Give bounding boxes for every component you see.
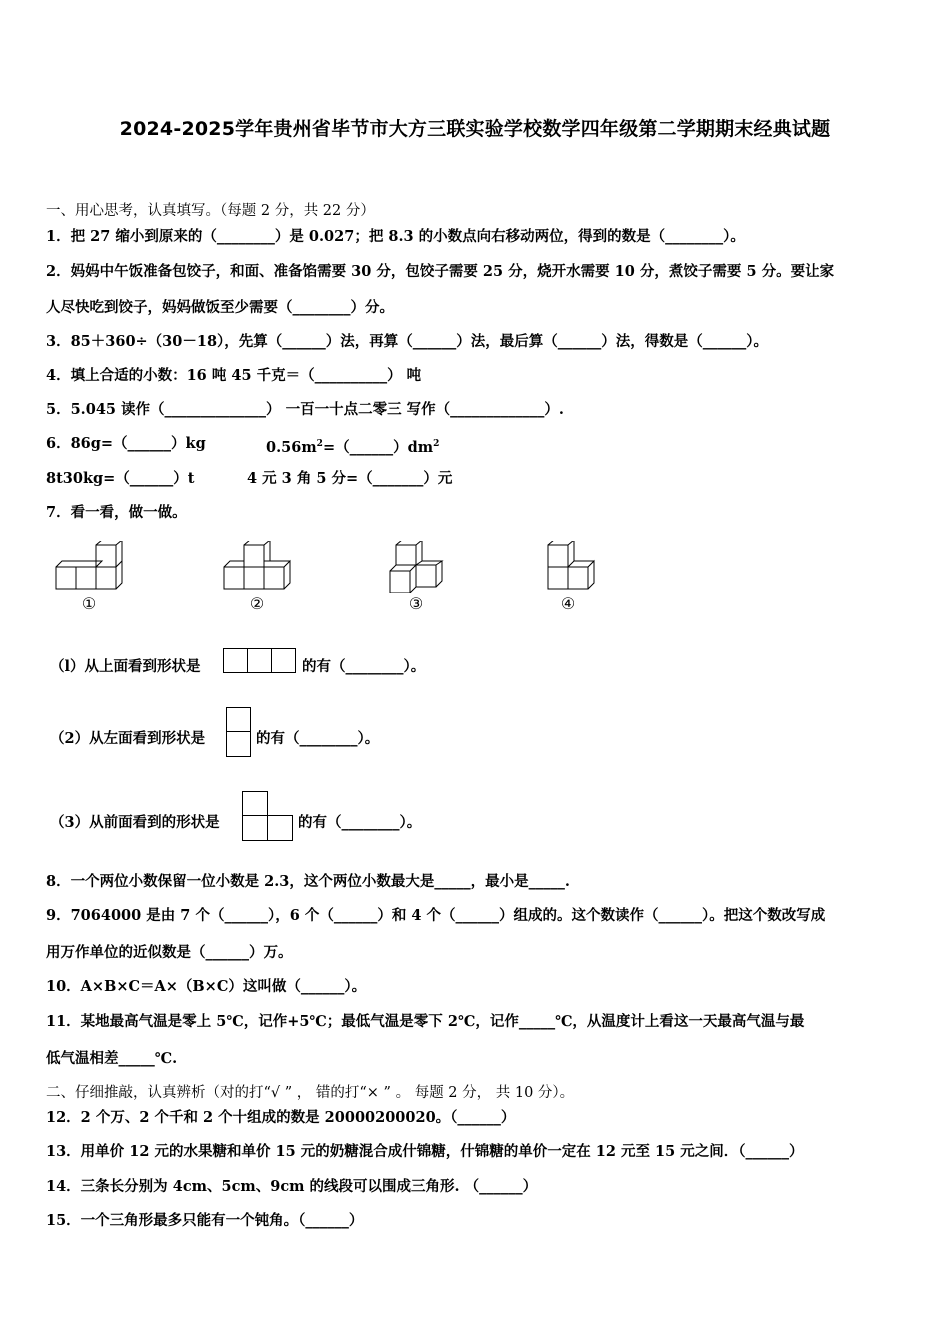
question-13: 13．用单价 12 元的水果糖和单价 15 元的奶糖混合成什锦糖，什锦糖的单价一定在 12 元至 15 元之间．（______） [46, 1143, 804, 1160]
figure-label-2: ② [249, 594, 265, 613]
question-7-2-suffix: 的有（________）。 [256, 730, 380, 747]
front-view-square-1 [242, 791, 268, 816]
question-6b: $0.56m^2=(\_\_\_\_\_\_)dm^2$ [266, 438, 440, 456]
question-7-1-suffix: 的有（________）。 [302, 658, 426, 675]
front-view-square-3 [267, 815, 293, 841]
question-2-line-1: 2．妈妈中午饭准备包饺子，和面、准备馅需要 30 分，包饺子需要 25 分，烧开水需要 10 分，煮饺子需要 5 分。要让家 [46, 263, 835, 280]
question-4: 4．填上合适的小数：16 吨 45 千克＝（__________） 吨 [46, 367, 422, 384]
front-view-square-2 [242, 815, 268, 841]
question-11-line-1: 11．某地最高气温是零上 5℃，记作+5℃；最低气温是零下 2℃，记作_____℃，从温度计上看这一天最高气温与最 [46, 1013, 805, 1030]
question-7-3-suffix: 的有（________）。 [298, 814, 422, 831]
question-7-1-prefix: （l）从上面看到形状是 [50, 658, 201, 675]
top-view-square-2 [247, 648, 272, 673]
top-view-square-1 [223, 648, 248, 673]
question-6a: 6．86g=（______）kg [46, 435, 206, 452]
page-title: 2024-2025学年贵州省毕节市大方三联实验学校数学四年级第二学期期末经典试题 [119, 118, 831, 140]
question-9-line-1: 9．7064000 是由 7 个（______），6 个（______）和 4 个（______）组成的。这个数读作（______）。把这个数改写成 [46, 907, 826, 924]
left-view-square-2 [226, 731, 251, 757]
section-1-heading: 一、用心思考，认真填写。（每题 2 分，共 22 分） [46, 203, 375, 219]
figure-label-3: ③ [408, 594, 424, 613]
question-6d: 4 元 3 角 5 分=（_______）元 [247, 470, 453, 487]
figure-label-1: ① [81, 594, 97, 613]
question-6c: 8t30kg=（______）t [46, 470, 195, 487]
question-7: 7．看一看，做一做。 [46, 504, 187, 521]
figure-label-4: ④ [560, 594, 576, 613]
question-14: 14．三条长分别为 4cm、5cm、9cm 的线段可以围成三角形. （______） [46, 1178, 538, 1195]
top-view-square-3 [271, 648, 296, 673]
question-15: 15．一个三角形最多只能有一个钝角。（______） [46, 1212, 364, 1229]
question-7-2-prefix: （2）从左面看到形状是 [50, 730, 206, 747]
section-2-heading: 二、仔细推敲，认真辨析（对的打“√ ” ， 错的打“× ” 。 每题 2 分， 共 10 分）。 [46, 1085, 575, 1101]
question-3: 3．85＋360÷（30－18），先算（______）法，再算（______）法，最后算（______）法，得数是（______）。 [46, 333, 769, 350]
cube-figure-4 [544, 541, 604, 593]
question-10: 10．A×B×C＝A×（B×C）这叫做（______）。 [46, 978, 367, 995]
question-5: 5．5.045 读作（______________） 一百一十点二零三 写作（_____________）. [46, 401, 564, 418]
question-11-line-2: 低气温相差_____℃. [46, 1050, 178, 1067]
question-12: 12．2 个万、2 个千和 2 个十组成的数是 20000200020。（______） [46, 1109, 516, 1126]
cube-figure-2 [218, 541, 298, 593]
question-8: 8．一个两位小数保留一位小数是 2.3，这个两位小数最大是_____，最小是_____. [46, 873, 570, 890]
question-1: 1．把 27 缩小到原来的（________）是 0.027；把 8.3 的小数点向右移动两位，得到的数是（________）。 [46, 228, 745, 245]
cube-figure-1 [50, 541, 130, 593]
cube-figure-3 [386, 541, 456, 593]
question-2-line-2: 人尽快吃到饺子，妈妈做饭至少需要（________）分。 [46, 299, 394, 316]
left-view-square-1 [226, 707, 251, 732]
question-9-line-2: 用万作单位的近似数是（______）万。 [46, 944, 293, 961]
question-7-3-prefix: （3）从前面看到的形状是 [50, 814, 220, 831]
